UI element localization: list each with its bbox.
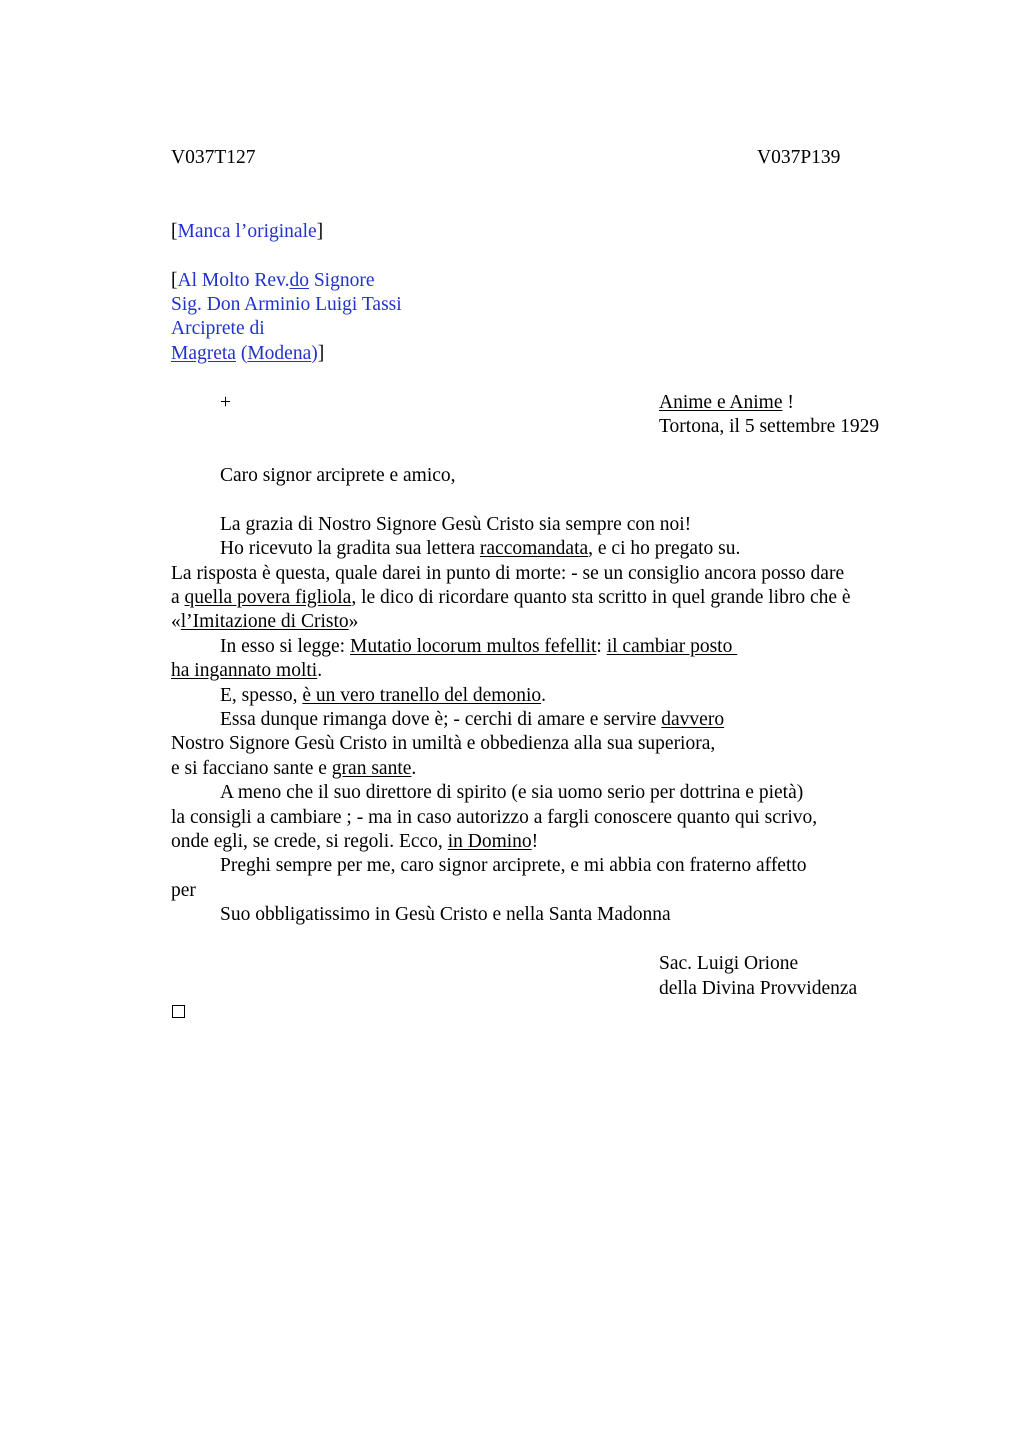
body-line: «l’Imitazione di Cristo» xyxy=(171,611,359,632)
body-line: a quella povera figliola, le dico di ricordare quanto sta scritto in quel grande libro che è xyxy=(171,587,851,608)
salutation: Caro signor arciprete e amico, xyxy=(220,465,456,486)
address-line-1: [Al Molto Rev.do Signore xyxy=(171,270,375,291)
dateline: Tortona, il 5 settembre 1929 xyxy=(659,416,880,437)
end-marker-box-icon xyxy=(172,1005,185,1018)
body-line: La grazia di Nostro Signore Gesù Cristo sia sempre con noi! xyxy=(220,514,692,535)
body-line: per xyxy=(171,880,196,901)
signature-name: Sac. Luigi Orione xyxy=(659,953,799,974)
body-line: Ho ricevuto la gradita sua lettera raccomandata, e ci ho pregato su. xyxy=(220,538,741,559)
address-line-3: Arciprete di xyxy=(171,318,265,339)
right-code: V037P139 xyxy=(757,147,841,168)
body-line: la consigli a cambiare ; - ma in caso autorizzo a fargli conoscere quanto qui scrivo, xyxy=(171,807,818,828)
closing-line: Suo obbligatissimo in Gesù Cristo e nella Santa Madonna xyxy=(220,904,671,925)
body-line: Essa dunque rimanga dove è; - cerchi di amare e servire davvero xyxy=(220,709,725,730)
address-line-2: Sig. Don Arminio Luigi Tassi xyxy=(171,294,402,315)
body-line: In esso si legge: Mutatio locorum multos fefellit: il cambiar posto xyxy=(220,636,738,657)
cross-mark: + xyxy=(220,392,231,413)
body-line: La risposta è questa, quale darei in punto di morte: - se un consiglio ancora posso dare xyxy=(171,563,845,584)
body-line: A meno che il suo direttore di spirito (e sia uomo serio per dottrina e pietà) xyxy=(220,782,804,803)
body-line: e si facciano sante e gran sante. xyxy=(171,758,417,779)
editorial-note: [Manca l’originale] xyxy=(171,221,324,242)
body-line: E, spesso, è un vero tranello del demonio. xyxy=(220,685,547,706)
address-line-4: Magreta (Modena)] xyxy=(171,343,325,364)
body-line: onde egli, se crede, si regoli. Ecco, in Domino! xyxy=(171,831,539,852)
body-line: Nostro Signore Gesù Cristo in umiltà e obbedienza alla sua superiora, xyxy=(171,733,716,754)
left-code: V037T127 xyxy=(171,147,256,168)
body-line: Preghi sempre per me, caro signor arciprete, e mi abbia con fraterno affetto xyxy=(220,855,807,876)
signature-title: della Divina Provvidenza xyxy=(659,978,858,999)
motto: Anime e Anime ! xyxy=(659,392,794,413)
body-line: ha ingannato molti. xyxy=(171,660,323,681)
